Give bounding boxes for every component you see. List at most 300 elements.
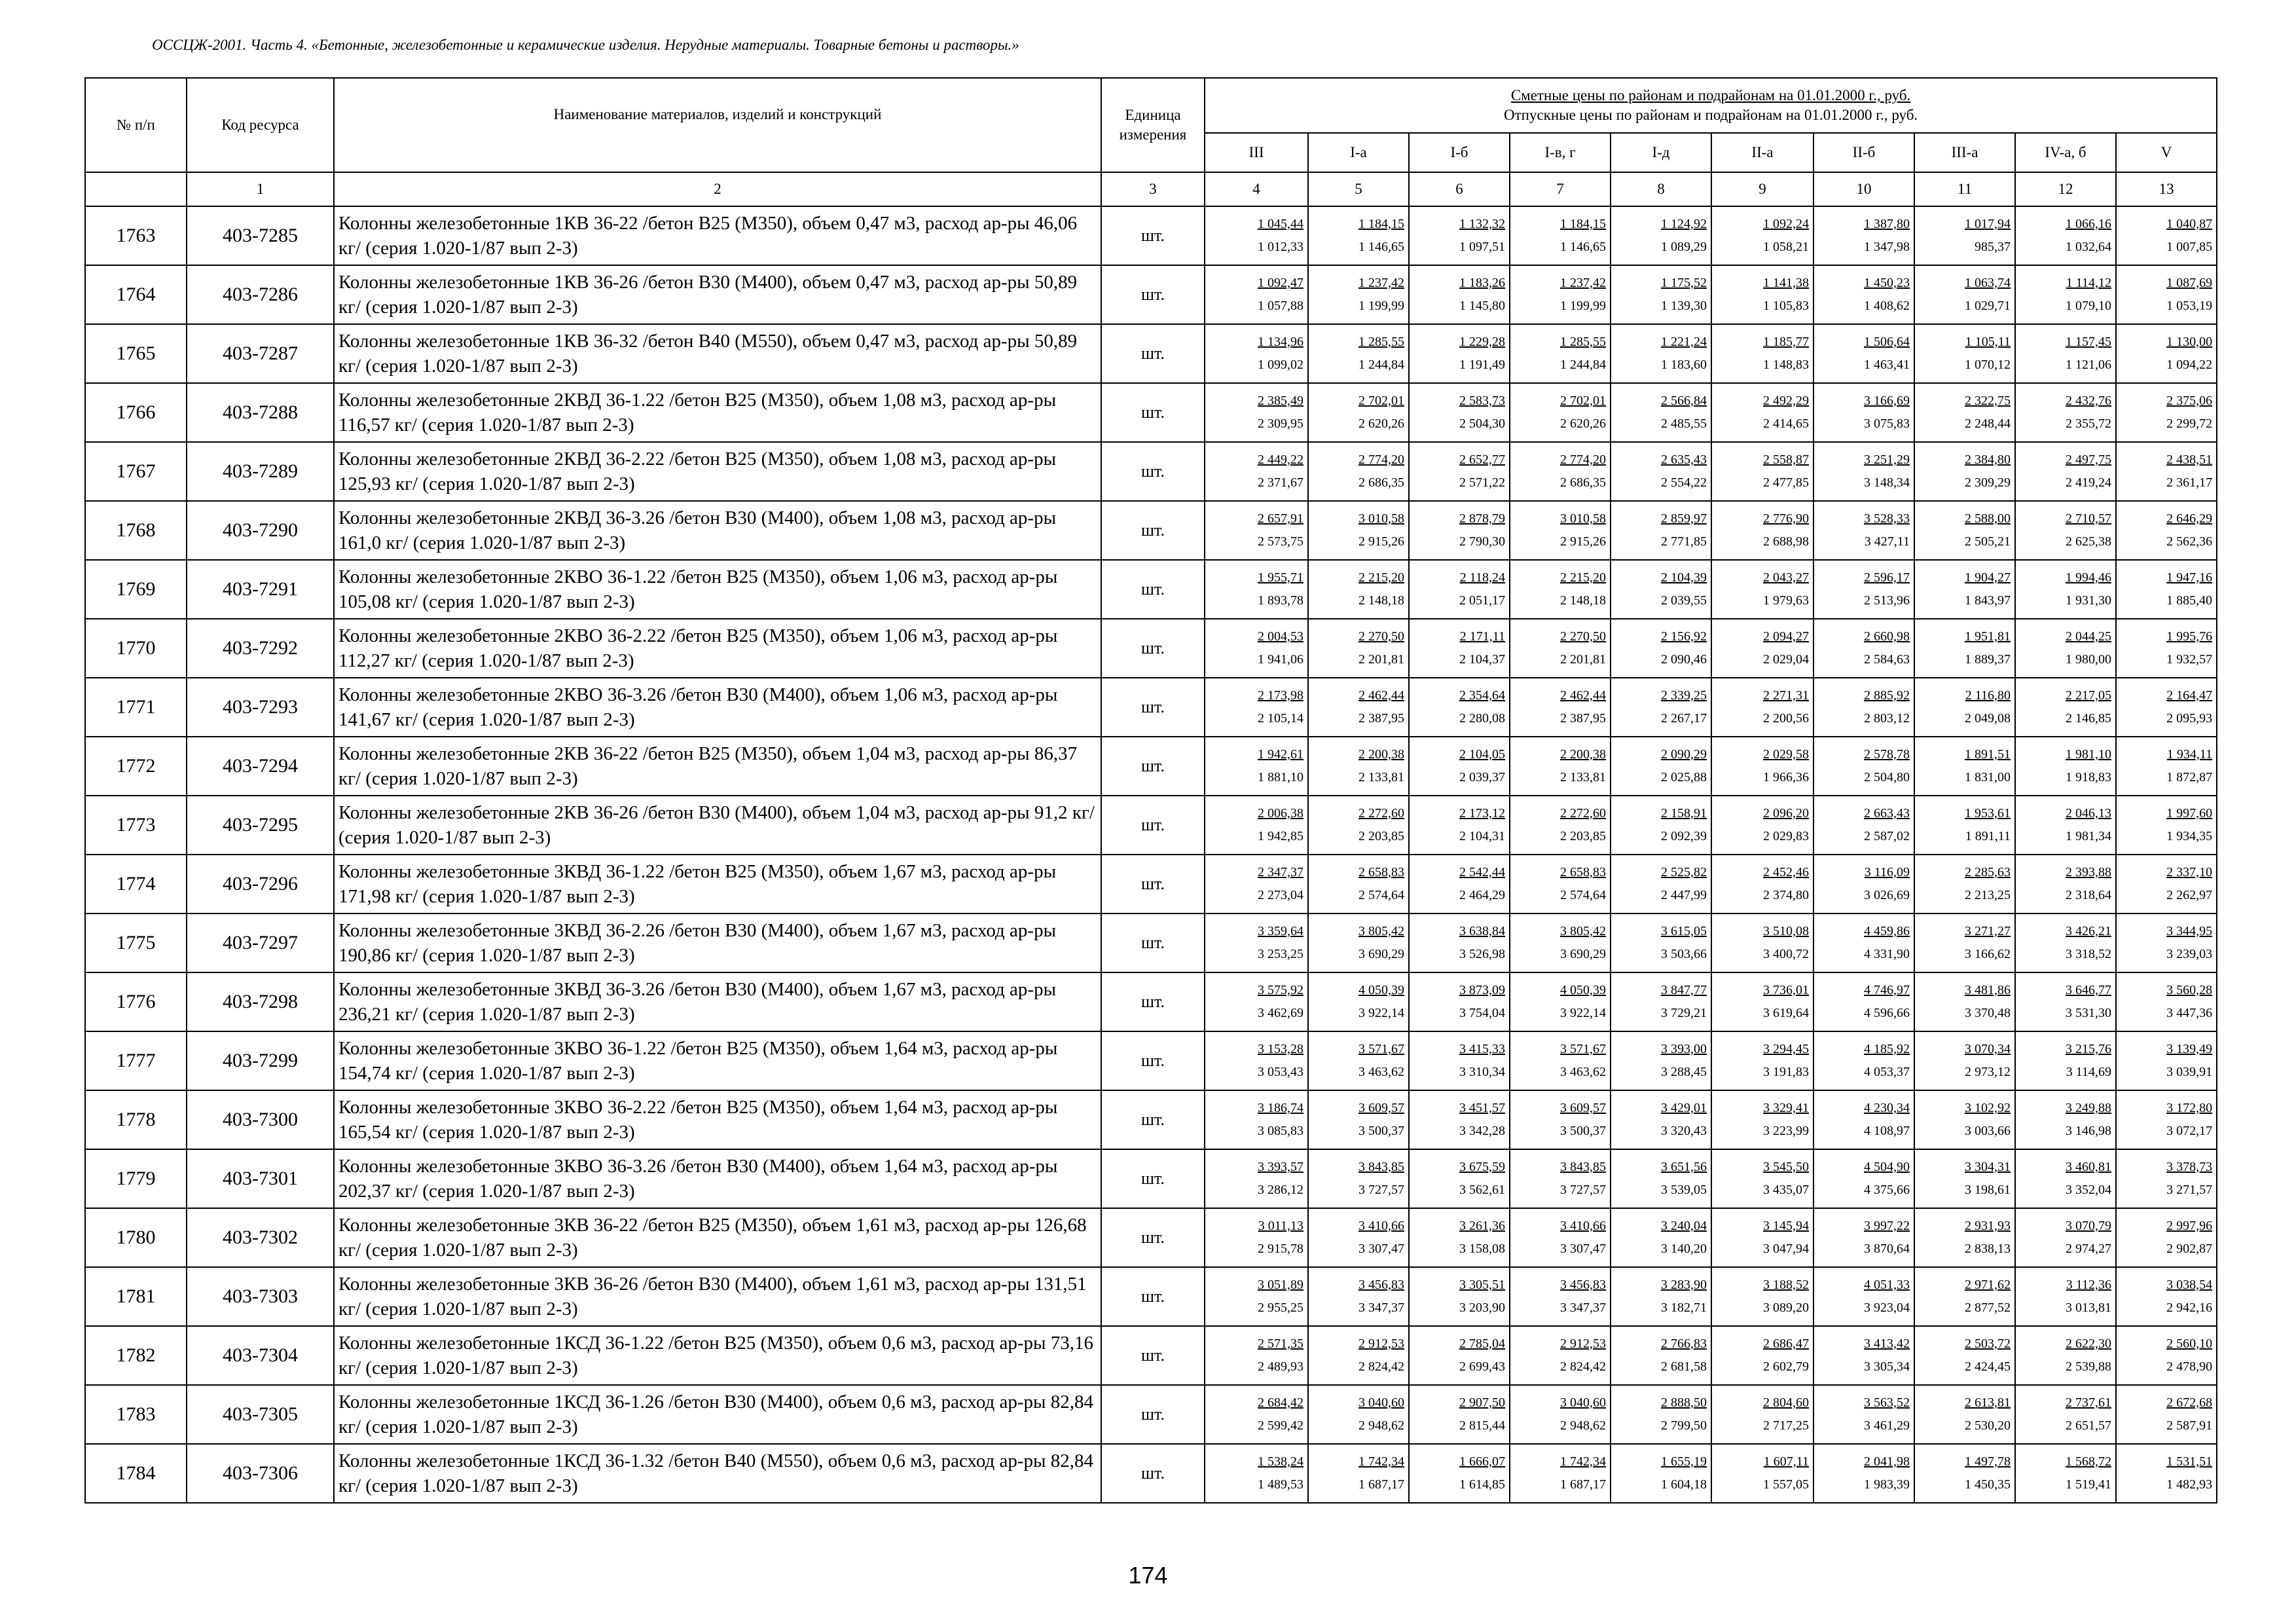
estimate-price: 2 588,00 <box>1965 511 2011 526</box>
release-price: 2 505,21 <box>1965 534 2011 549</box>
estimate-price: 2 116,80 <box>1965 688 2011 703</box>
release-price: 1 146,65 <box>1358 240 1404 254</box>
price-cell <box>1308 206 1409 265</box>
price-cell <box>2015 972 2116 1031</box>
row-number: 1769 <box>85 560 187 619</box>
unit: шт. <box>1101 324 1205 383</box>
price-cell <box>2015 1031 2116 1090</box>
release-price: 2 942,16 <box>2166 1301 2213 1315</box>
resource-code: 403-7303 <box>187 1267 334 1326</box>
estimate-price: 2 613,81 <box>1965 1395 2011 1410</box>
price-cell <box>1611 1090 1711 1149</box>
estimate-price: 3 051,89 <box>1258 1278 1303 1292</box>
price-cell <box>2116 1444 2217 1503</box>
release-price: 1 032,64 <box>2066 240 2111 254</box>
estimate-price: 3 545,50 <box>1763 1160 1809 1174</box>
estimate-price: 2 449,22 <box>1258 452 1303 467</box>
release-price: 2 651,57 <box>2066 1418 2111 1433</box>
price-cell <box>1308 1090 1409 1149</box>
release-price: 1 931,30 <box>2066 593 2111 608</box>
estimate-price: 3 010,58 <box>1560 511 1606 526</box>
price-cell <box>1308 1267 1409 1326</box>
estimate-price: 1 229,28 <box>1459 335 1505 349</box>
resource-code: 403-7294 <box>187 737 334 796</box>
estimate-price: 2 560,10 <box>2166 1337 2213 1351</box>
unit: шт. <box>1101 913 1205 972</box>
release-price: 2 029,04 <box>1763 652 1809 667</box>
price-cell <box>1711 1326 1813 1385</box>
price-cell <box>1409 796 1510 855</box>
release-price: 1 687,17 <box>1560 1477 1606 1492</box>
estimate-price: 3 873,09 <box>1459 983 1505 997</box>
estimate-price: 4 050,39 <box>1358 983 1404 997</box>
unit: шт. <box>1101 383 1205 442</box>
release-price: 2 104,31 <box>1459 829 1505 843</box>
item-name: Колонны железобетонные 3КВД 36-1.22 /бетон В25 (М350), объем 1,67 м3, расход ар-ры 171,98 кг/ (серия 1.020-1/87 вып 2-3) <box>334 855 1101 913</box>
price-cell <box>1409 206 1510 265</box>
price-cell <box>1611 206 1711 265</box>
release-price: 2 625,38 <box>2066 534 2111 549</box>
release-price: 2 489,93 <box>1258 1359 1303 1374</box>
release-price: 2 029,83 <box>1763 829 1809 843</box>
release-price: 3 531,30 <box>2066 1006 2111 1020</box>
release-price: 3 342,28 <box>1459 1124 1505 1138</box>
column-number: 13 <box>2116 172 2217 206</box>
estimate-price: 1 134,96 <box>1258 335 1303 349</box>
release-price: 3 539,05 <box>1661 1183 1707 1197</box>
release-price: 2 200,56 <box>1763 711 1809 726</box>
price-cell <box>1510 265 1611 324</box>
estimate-price: 1 666,07 <box>1459 1454 1505 1469</box>
estimate-price: 2 912,53 <box>1358 1337 1404 1351</box>
price-cell <box>2015 1208 2116 1267</box>
price-cell <box>2116 324 2217 383</box>
release-price: 3 039,91 <box>2166 1065 2213 1079</box>
price-cell <box>1611 1385 1711 1444</box>
release-price: 2 039,55 <box>1661 593 1707 608</box>
release-price: 1 408,62 <box>1864 299 1910 313</box>
estimate-price: 2 804,60 <box>1763 1395 1809 1410</box>
estimate-price: 2 385,49 <box>1258 394 1303 408</box>
price-cell <box>1813 442 1914 501</box>
estimate-price: 2 583,73 <box>1459 394 1505 408</box>
estimate-price: 1 904,27 <box>1965 570 2011 585</box>
release-price: 2 915,26 <box>1358 534 1404 549</box>
estimate-price: 1 092,24 <box>1763 217 1809 231</box>
resource-code: 403-7305 <box>187 1385 334 1444</box>
item-name: Колонны железобетонные 3КВО 36-1.22 /бетон В25 (М350), объем 1,64 м3, расход ар-ры 154,74 кг/ (серия 1.020-1/87 вып 2-3) <box>334 1031 1101 1090</box>
estimate-price: 3 172,80 <box>2166 1101 2213 1115</box>
estimate-price: 2 737,61 <box>2066 1395 2111 1410</box>
release-price: 3 307,47 <box>1560 1242 1606 1256</box>
estimate-price: 1 994,46 <box>2066 570 2111 585</box>
estimate-price: 3 011,13 <box>1258 1219 1303 1233</box>
release-price: 2 587,91 <box>2166 1418 2213 1433</box>
resource-code: 403-7298 <box>187 972 334 1031</box>
price-cell <box>1510 1031 1611 1090</box>
release-price: 3 754,04 <box>1459 1006 1505 1020</box>
release-price: 1 244,84 <box>1358 358 1404 372</box>
price-cell <box>1409 442 1510 501</box>
estimate-price: 3 112,36 <box>2066 1278 2111 1292</box>
release-price: 3 727,57 <box>1358 1183 1404 1197</box>
release-price: 985,37 <box>1975 240 2011 254</box>
release-price: 3 619,64 <box>1763 1006 1809 1020</box>
estimate-price: 3 215,76 <box>2066 1042 2111 1056</box>
unit: шт. <box>1101 206 1205 265</box>
unit: шт. <box>1101 737 1205 796</box>
estimate-price: 2 285,63 <box>1965 865 2011 879</box>
release-price: 1 089,29 <box>1661 240 1707 254</box>
estimate-price: 2 766,83 <box>1661 1337 1707 1351</box>
price-cell <box>1711 560 1813 619</box>
release-price: 3 347,37 <box>1358 1301 1404 1315</box>
estimate-price: 2 200,38 <box>1560 747 1606 762</box>
release-price: 3 253,25 <box>1258 947 1303 961</box>
release-price: 2 213,25 <box>1965 888 2011 902</box>
item-name: Колонны железобетонные 1КСД 36-1.22 /бетон В25 (М350), объем 0,6 м3, расход ар-ры 73,16 кг/ (серия 1.020-1/87 вып 2-3) <box>334 1326 1101 1385</box>
price-cell <box>1510 324 1611 383</box>
release-price: 2 095,93 <box>2166 711 2213 726</box>
release-price: 2 902,87 <box>2166 1242 2213 1256</box>
resource-code: 403-7301 <box>187 1149 334 1208</box>
price-cell <box>1205 1208 1308 1267</box>
estimate-price: 2 462,44 <box>1358 688 1404 703</box>
estimate-price: 3 294,45 <box>1763 1042 1809 1056</box>
price-cell <box>2116 560 2217 619</box>
estimate-price: 1 568,72 <box>2066 1454 2111 1469</box>
region-header: III <box>1205 133 1308 172</box>
unit: шт. <box>1101 1444 1205 1503</box>
price-cell <box>1510 1385 1611 1444</box>
price-cell <box>1813 678 1914 737</box>
release-price: 1 881,10 <box>1258 770 1303 784</box>
estimate-price: 1 742,34 <box>1560 1454 1606 1469</box>
release-price: 1 604,18 <box>1661 1477 1707 1492</box>
release-price: 2 133,81 <box>1560 770 1606 784</box>
estimate-price: 3 393,57 <box>1258 1160 1303 1174</box>
estimate-price: 1 221,24 <box>1661 335 1707 349</box>
unit: шт. <box>1101 972 1205 1031</box>
estimate-price: 2 041,98 <box>1864 1454 1910 1469</box>
column-number-empty <box>85 172 187 206</box>
price-cell <box>2015 560 2116 619</box>
item-name: Колонны железобетонные 3КВ 36-22 /бетон В25 (М350), объем 1,61 м3, расход ар-ры 126,68 кг/ (серия 1.020-1/87 вып 2-3) <box>334 1208 1101 1267</box>
price-cell <box>1205 1326 1308 1385</box>
release-price: 1 966,36 <box>1763 770 1809 784</box>
price-cell <box>1813 383 1914 442</box>
price-cell <box>1409 619 1510 678</box>
estimate-price: 2 710,57 <box>2066 511 2111 526</box>
price-cell <box>1205 383 1308 442</box>
estimate-price: 3 070,34 <box>1965 1042 2011 1056</box>
estimate-price: 1 607,11 <box>1763 1454 1809 1469</box>
estimate-price: 1 105,11 <box>1965 335 2011 349</box>
release-price: 1 199,99 <box>1560 299 1606 313</box>
price-cell <box>1308 1326 1409 1385</box>
price-cell <box>2116 855 2217 913</box>
estimate-price: 1 655,19 <box>1661 1454 1707 1469</box>
header-unit: Единица измерения <box>1101 78 1205 172</box>
estimate-price: 2 859,97 <box>1661 511 1707 526</box>
estimate-price: 2 542,44 <box>1459 865 1505 879</box>
column-number: 4 <box>1205 172 1308 206</box>
estimate-price: 2 164,47 <box>2166 688 2213 703</box>
price-cell <box>1510 383 1611 442</box>
estimate-price: 2 657,91 <box>1258 511 1303 526</box>
estimate-price: 2 686,47 <box>1763 1337 1809 1351</box>
price-cell <box>2015 737 2116 796</box>
estimate-price: 2 912,53 <box>1560 1337 1606 1351</box>
estimate-price: 2 888,50 <box>1661 1395 1707 1410</box>
row-number: 1779 <box>85 1149 187 1208</box>
price-cell <box>2116 619 2217 678</box>
row-number: 1767 <box>85 442 187 501</box>
resource-code: 403-7286 <box>187 265 334 324</box>
release-price: 3 085,83 <box>1258 1124 1303 1138</box>
price-cell <box>1813 1267 1914 1326</box>
price-cell <box>1611 855 1711 913</box>
row-number: 1783 <box>85 1385 187 1444</box>
item-name: Колонны железобетонные 2КВ 36-22 /бетон В25 (М350), объем 1,04 м3, расход ар-ры 86,37 кг/ (серия 1.020-1/87 вып 2-3) <box>334 737 1101 796</box>
release-price: 1 482,93 <box>2166 1477 2213 1492</box>
price-cell <box>2015 265 2116 324</box>
price-cell <box>1409 1444 1510 1503</box>
price-cell <box>1409 678 1510 737</box>
item-name: Колонны железобетонные 3КВО 36-3.26 /бетон В30 (М400), объем 1,64 м3, расход ар-ры 202,37 кг/ (серия 1.020-1/87 вып 2-3) <box>334 1149 1101 1208</box>
price-cell <box>2116 1031 2217 1090</box>
column-number: 10 <box>1813 172 1914 206</box>
estimate-price: 2 104,05 <box>1459 747 1505 762</box>
table-row <box>85 855 2217 913</box>
estimate-price: 2 096,20 <box>1763 806 1809 821</box>
unit: шт. <box>1101 1326 1205 1385</box>
release-price: 1 183,60 <box>1661 358 1707 372</box>
price-cell <box>1205 560 1308 619</box>
release-price: 2 974,27 <box>2066 1242 2111 1256</box>
release-price: 1 191,49 <box>1459 358 1505 372</box>
price-cell <box>1711 383 1813 442</box>
price-cell <box>1510 796 1611 855</box>
release-price: 3 305,34 <box>1864 1359 1910 1374</box>
page-number: 174 <box>1128 1562 1168 1589</box>
release-price: 1 097,51 <box>1459 240 1505 254</box>
price-cell <box>1914 1031 2015 1090</box>
price-cell <box>1813 560 1914 619</box>
release-price: 2 584,63 <box>1864 652 1910 667</box>
release-price: 3 146,98 <box>2066 1124 2111 1138</box>
price-cell <box>1813 913 1914 972</box>
row-number: 1771 <box>85 678 187 737</box>
price-cell <box>1409 324 1510 383</box>
price-cell <box>1914 560 2015 619</box>
row-number: 1763 <box>85 206 187 265</box>
estimate-price: 3 359,64 <box>1258 924 1303 938</box>
estimate-price: 2 347,37 <box>1258 865 1303 879</box>
estimate-price: 1 045,44 <box>1258 217 1303 231</box>
release-price: 3 089,20 <box>1763 1301 1809 1315</box>
table-row <box>85 324 2217 383</box>
item-name: Колонны железобетонные 1КСД 36-1.26 /бетон В30 (М400), объем 0,6 м3, расход ар-ры 82,84 кг/ (серия 1.020-1/87 вып 2-3) <box>334 1385 1101 1444</box>
price-cell <box>1813 1149 1914 1208</box>
resource-code: 403-7304 <box>187 1326 334 1385</box>
release-price: 3 288,45 <box>1661 1065 1707 1079</box>
price-cell <box>1611 501 1711 560</box>
estimate-price: 2 173,98 <box>1258 688 1303 703</box>
item-name: Колонны железобетонные 3КВ 36-26 /бетон В30 (М400), объем 1,61 м3, расход ар-ры 131,51 кг/ (серия 1.020-1/87 вып 2-3) <box>334 1267 1101 1326</box>
estimate-price: 2 885,92 <box>1864 688 1910 703</box>
estimate-price: 2 997,96 <box>2166 1219 2213 1233</box>
release-price: 2 262,97 <box>2166 888 2213 902</box>
price-cell <box>1510 913 1611 972</box>
estimate-price: 3 240,04 <box>1661 1219 1707 1233</box>
price-cell <box>1205 972 1308 1031</box>
estimate-price: 2 393,88 <box>2066 865 2111 879</box>
release-price: 3 053,43 <box>1258 1065 1303 1079</box>
estimate-price: 3 456,83 <box>1560 1278 1606 1292</box>
release-price: 1 347,98 <box>1864 240 1910 254</box>
estimate-price: 2 046,13 <box>2066 806 2111 821</box>
release-price: 1 557,05 <box>1763 1477 1809 1492</box>
estimate-price: 2 684,42 <box>1258 1395 1303 1410</box>
estimate-price: 2 272,60 <box>1358 806 1404 821</box>
release-price: 1 893,78 <box>1258 593 1303 608</box>
estimate-price: 3 646,77 <box>2066 983 2111 997</box>
estimate-price: 1 183,26 <box>1459 276 1505 290</box>
release-price: 2 273,04 <box>1258 888 1303 902</box>
estimate-price: 2 337,10 <box>2166 865 2213 879</box>
price-cell <box>1914 678 2015 737</box>
row-number: 1766 <box>85 383 187 442</box>
table-row <box>85 560 2217 619</box>
estimate-price: 3 410,66 <box>1358 1219 1404 1233</box>
price-cell <box>1510 855 1611 913</box>
estimate-price: 2 702,01 <box>1358 394 1404 408</box>
release-price: 2 539,88 <box>2066 1359 2111 1374</box>
release-price: 2 948,62 <box>1560 1418 1606 1433</box>
release-price: 2 955,25 <box>1258 1301 1303 1315</box>
estimate-price: 2 658,83 <box>1560 865 1606 879</box>
estimate-price: 1 285,55 <box>1560 335 1606 349</box>
unit: шт. <box>1101 560 1205 619</box>
table-row <box>85 1031 2217 1090</box>
estimate-price: 1 955,71 <box>1258 570 1303 585</box>
price-cell <box>1205 206 1308 265</box>
price-cell <box>1711 501 1813 560</box>
row-number: 1772 <box>85 737 187 796</box>
price-cell <box>1409 1208 1510 1267</box>
price-cell <box>2116 1385 2217 1444</box>
release-price: 3 727,57 <box>1560 1183 1606 1197</box>
price-cell <box>1308 501 1409 560</box>
estimate-price: 2 566,84 <box>1661 394 1707 408</box>
price-cell <box>1813 1444 1914 1503</box>
release-price: 1 843,97 <box>1965 593 2011 608</box>
estimate-price: 3 571,67 <box>1560 1042 1606 1056</box>
estimate-price: 2 215,20 <box>1560 570 1606 585</box>
price-cell <box>1711 265 1813 324</box>
estimate-price: 3 609,57 <box>1560 1101 1606 1115</box>
price-cell <box>1914 619 2015 678</box>
estimate-price: 2 118,24 <box>1459 570 1505 585</box>
price-cell <box>1308 913 1409 972</box>
resource-code: 403-7291 <box>187 560 334 619</box>
estimate-price: 2 272,60 <box>1560 806 1606 821</box>
estimate-price: 1 934,11 <box>2166 747 2213 762</box>
release-price: 3 447,36 <box>2166 1006 2213 1020</box>
release-price: 2 477,85 <box>1763 475 1809 490</box>
release-price: 1 148,83 <box>1763 358 1809 372</box>
region-header: V <box>2116 133 2217 172</box>
estimate-price: 2 663,43 <box>1864 806 1910 821</box>
release-price: 2 799,50 <box>1661 1418 1707 1433</box>
table-row <box>85 1149 2217 1208</box>
estimate-price: 2 503,72 <box>1965 1337 2011 1351</box>
release-price: 1 079,10 <box>2066 299 2111 313</box>
release-price: 1 872,87 <box>2166 770 2213 784</box>
resource-code: 403-7285 <box>187 206 334 265</box>
price-cell <box>1510 1149 1611 1208</box>
price-table <box>84 77 2217 1504</box>
estimate-price: 2 339,25 <box>1661 688 1707 703</box>
release-price: 3 310,34 <box>1459 1065 1505 1079</box>
table-row <box>85 1208 2217 1267</box>
price-cell <box>1914 442 2015 501</box>
price-cell <box>1711 1208 1813 1267</box>
estimate-price: 3 843,85 <box>1358 1160 1404 1174</box>
estimate-price: 2 660,98 <box>1864 629 1910 644</box>
price-cell <box>1308 324 1409 383</box>
resource-code: 403-7302 <box>187 1208 334 1267</box>
price-cell <box>1711 678 1813 737</box>
release-price: 2 485,55 <box>1661 416 1707 431</box>
estimate-price: 3 145,94 <box>1763 1219 1809 1233</box>
estimate-price: 1 953,61 <box>1965 806 2011 821</box>
estimate-price: 1 997,60 <box>2166 806 2213 821</box>
estimate-price: 2 462,44 <box>1560 688 1606 703</box>
item-name: Колонны железобетонные 2КВД 36-3.26 /бетон В30 (М400), объем 1,08 м3, расход ар-ры 161,0 кг/ (серия 1.020-1/87 вып 2-3) <box>334 501 1101 560</box>
estimate-price: 3 010,58 <box>1358 511 1404 526</box>
release-price: 2 681,58 <box>1661 1359 1707 1374</box>
release-price: 2 838,13 <box>1965 1242 2011 1256</box>
row-number: 1780 <box>85 1208 187 1267</box>
estimate-price: 1 087,69 <box>2166 276 2213 290</box>
estimate-price: 1 497,78 <box>1965 1454 2011 1469</box>
release-price: 2 562,36 <box>2166 534 2213 549</box>
release-price: 3 148,34 <box>1864 475 1910 490</box>
table-row <box>85 1090 2217 1149</box>
estimate-price: 3 563,52 <box>1864 1395 1910 1410</box>
price-cell <box>1409 972 1510 1031</box>
row-number: 1778 <box>85 1090 187 1149</box>
estimate-price: 2 558,87 <box>1763 452 1809 467</box>
price-cell <box>1611 560 1711 619</box>
price-cell <box>1308 560 1409 619</box>
release-price: 1 012,33 <box>1258 240 1303 254</box>
estimate-price: 2 171,11 <box>1459 629 1505 644</box>
price-cell <box>1611 265 1711 324</box>
estimate-price: 2 215,20 <box>1358 570 1404 585</box>
price-cell <box>2116 206 2217 265</box>
price-cell <box>1711 737 1813 796</box>
release-price: 3 729,21 <box>1661 1006 1707 1020</box>
estimate-price: 2 907,50 <box>1459 1395 1505 1410</box>
release-price: 4 053,37 <box>1864 1065 1910 1079</box>
price-cell <box>1914 265 2015 324</box>
price-cell <box>2015 1326 2116 1385</box>
release-price: 3 922,14 <box>1358 1006 1404 1020</box>
item-name: Колонны железобетонные 2КВО 36-1.22 /бетон В25 (М350), объем 1,06 м3, расход ар-ры 105,08 кг/ (серия 1.020-1/87 вып 2-3) <box>334 560 1101 619</box>
